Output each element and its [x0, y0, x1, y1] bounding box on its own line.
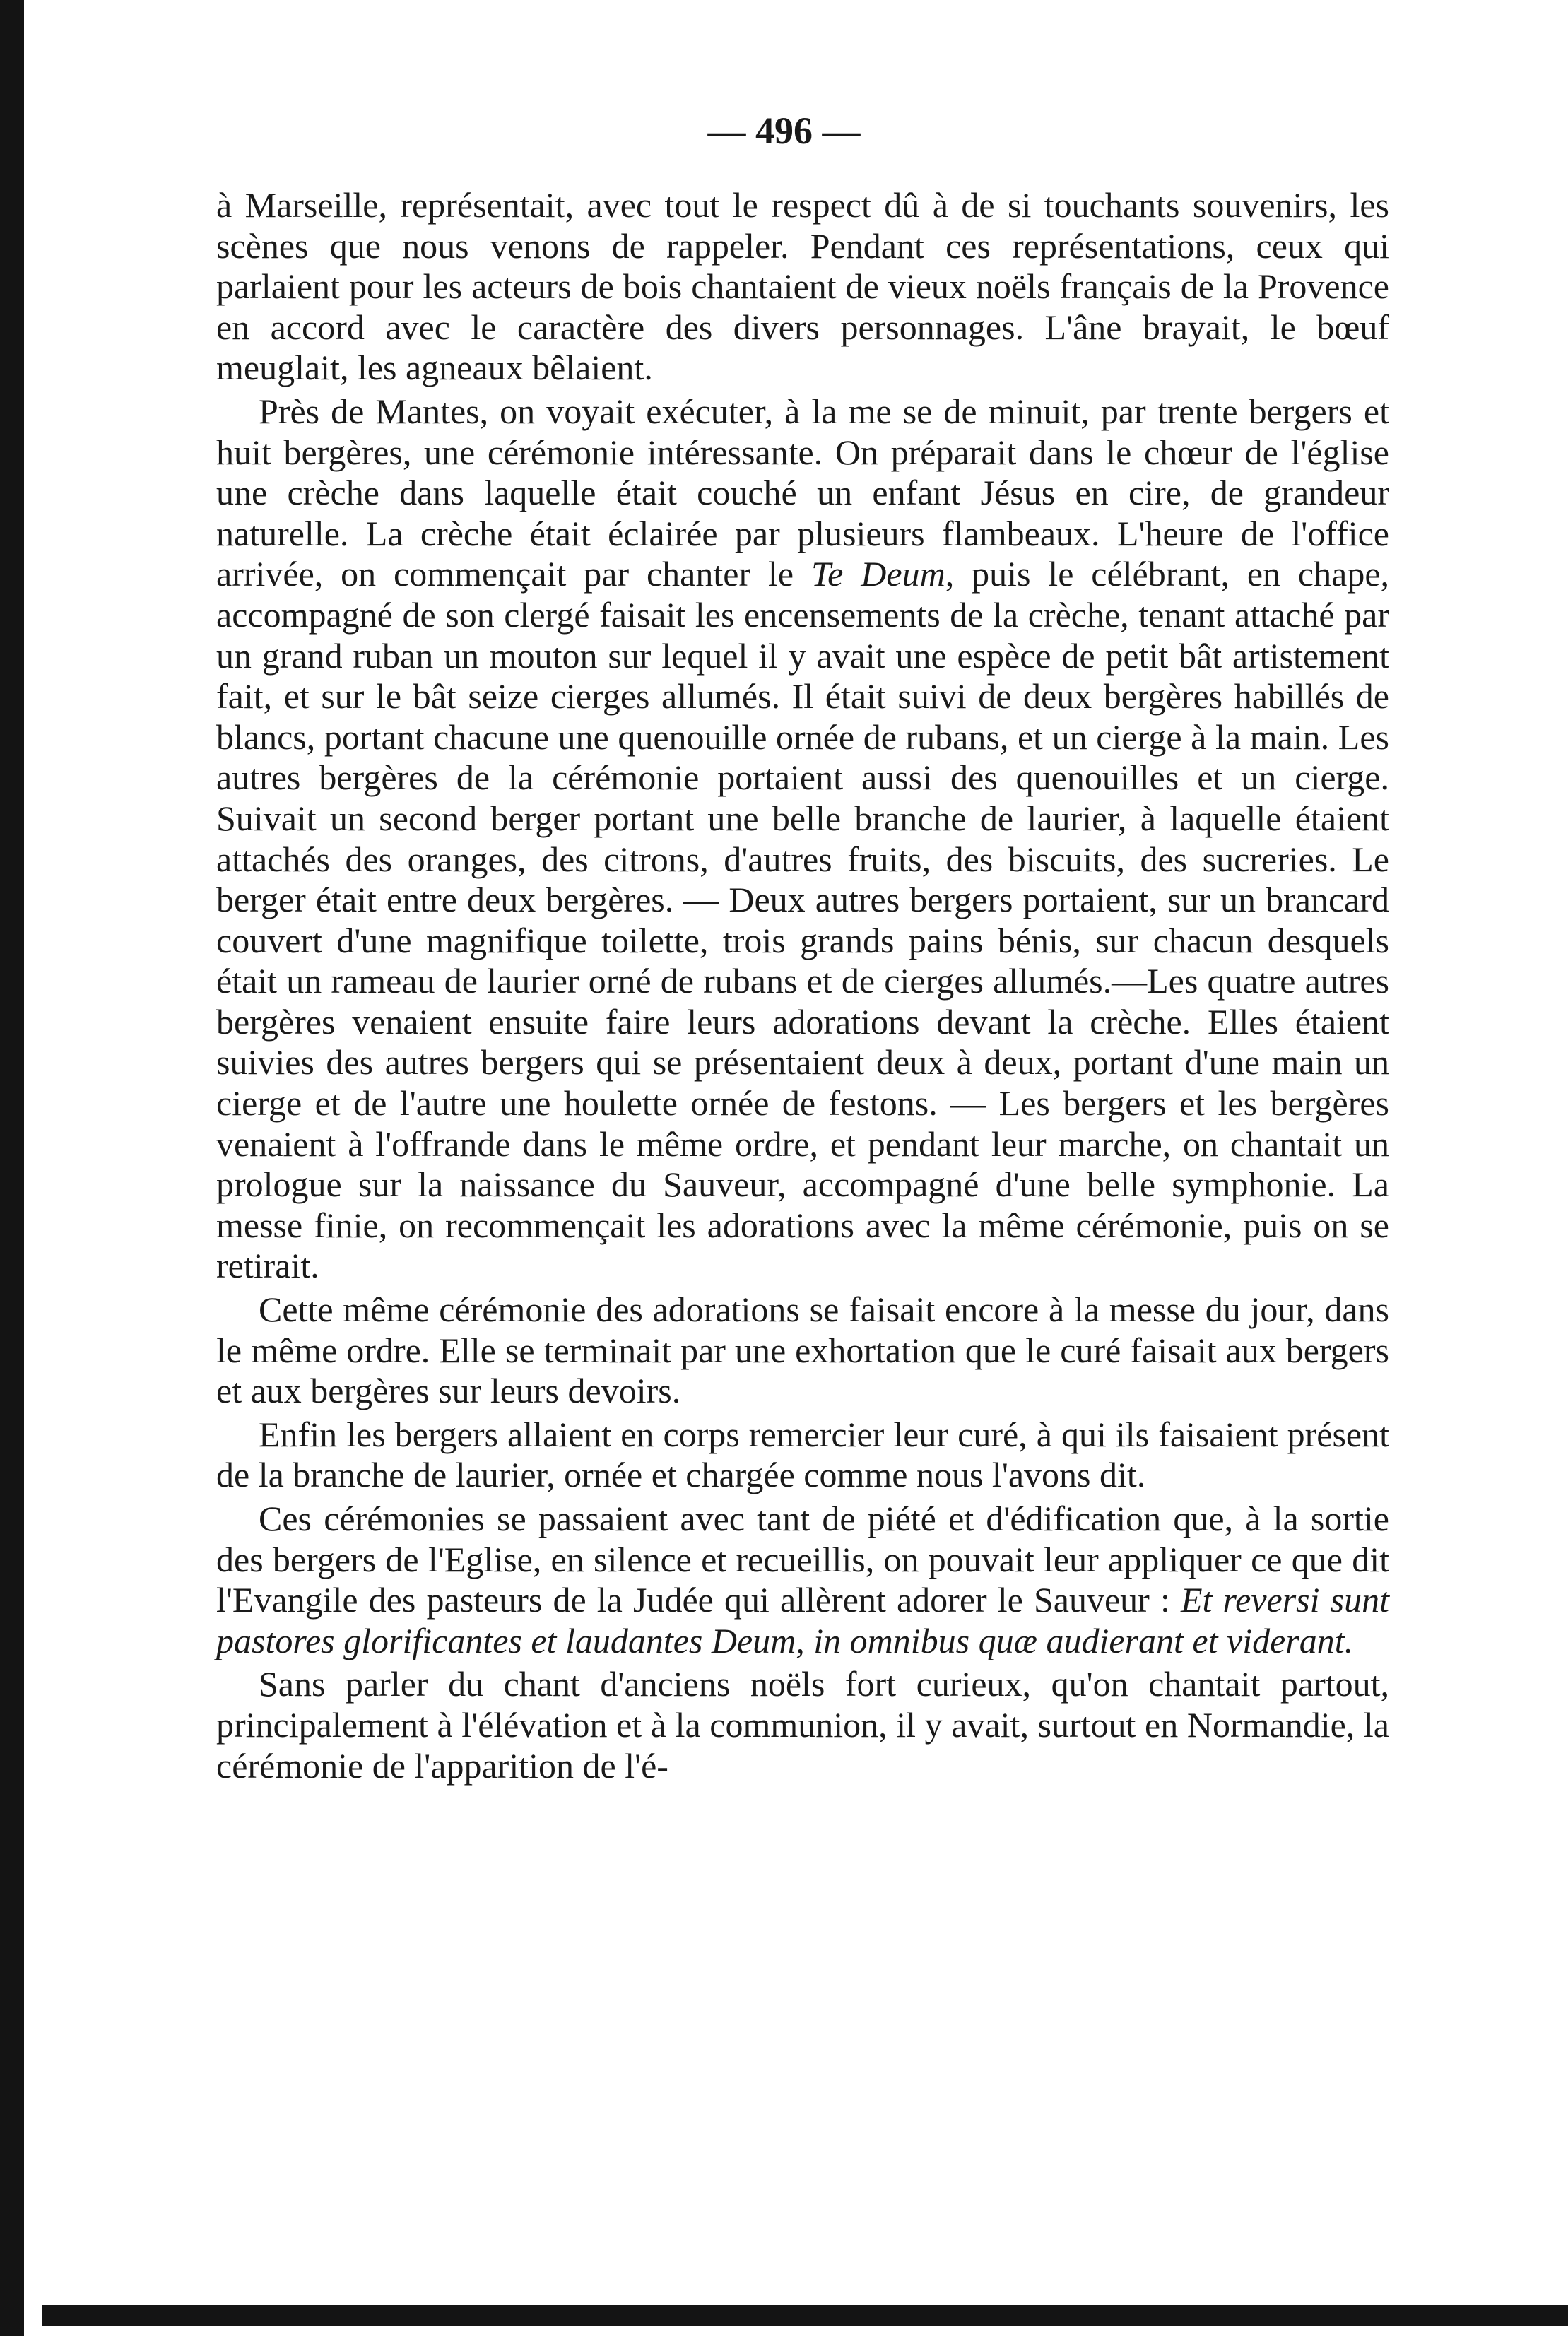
- scan-binding-edge: [0, 0, 24, 2336]
- italic-text: Te Deum: [810, 554, 945, 594]
- paragraph: [216, 1499, 1389, 1661]
- paragraph: [216, 1290, 1389, 1412]
- paragraph: [216, 391, 1389, 1287]
- paragraph: [216, 1664, 1389, 1786]
- text-run: Ces cérémonies se passaient avec tant de piété et d'édification que, à la sortie des bergers de l'Eglise, en silence et recueillis, on pouvait leur appliquer ce que dit l'Evangile des pasteurs de la Judée qui allèrent adorer le Sauveur :: [216, 1499, 1389, 1620]
- text-run: Près de Mantes, on voyait exécuter, à la me se de minuit, par trente bergers et huit bergères, une cérémonie intéressante. On préparait dans le chœur de l'église une crèche dans laquelle était couché un enfant Jésus en cire, de grandeur naturelle. La crèche était éclairée par plusieurs flambeaux. L'heure de l'office arrivée, on commençait par chanter le: [216, 391, 1389, 594]
- italic-text: Et reversi sunt pastores glorificantes et laudantes Deum, in omnibus quæ audierant et viderant.: [216, 1580, 1389, 1660]
- paragraph: [216, 185, 1389, 389]
- body-text: [216, 185, 1389, 1786]
- text-run: à Marseille, représentait, avec tout le respect dû à de si touchants souvenirs, les scènes que nous venons de rappeler. Pendant ces représentations, ceux qui parlaient pour les acteurs de bois chantaient de vieux noëls français de la Provence en accord avec le caractère des divers personnages. L'âne brayait, le bœuf meuglait, les agneaux bêlaient.: [216, 185, 1389, 388]
- text-run: , puis le célébrant, en chape, accompagné de son clergé faisait les encensements de la crèche, tenant attaché par un grand ruban un mouton sur lequel il y avait une espèce de petit bât artistement fait, et sur le bât seize cierges allumés. Il était suivi de deux bergères habillés de blancs, portant chacune une quenouille ornée de rubans, et un cierge à la main. Les autres bergères de la cérémonie portaient aussi des quenouilles et un cierge. Suivait un second berger portant une belle branche de laurier, à laquelle étaient attachés des oranges, des citrons, d'autres fruits, des biscuits, des sucreries. Le berger était entre deux bergères. — Deux autres bergers portaient, sur un brancard couvert d'une magnifique toilette, trois grands pains bénis, sur chacun desquels était un rameau de laurier orné de rubans et de cierges allumés.—Les quatre autres bergères venaient ensuite faire leurs adorations devant la crèche. Elles étaient suivies des autres bergers qui se présentaient deux à deux, portant d'une main un cierge et de l'autre une houlette ornée de festons. — Les bergers et les bergères venaient à l'offrande dans le même ordre, et pendant leur marche, on chantait un prologue sur la naissance du Sauveur, accompagné d'une belle symphonie. La messe finie, on recommençait les adorations avec la même cérémonie, puis on se retirait.: [216, 554, 1390, 1286]
- paragraph: [216, 1415, 1389, 1496]
- text-run: Cette même cérémonie des adorations se faisait encore à la messe du jour, dans le même ordre. Elle se terminait par une exhortation que le curé faisait aux bergers et aux bergères sur leurs devoirs.: [216, 1290, 1389, 1411]
- page-number: — 496 —: [707, 110, 861, 152]
- text-run: Enfin les bergers allaient en corps remercier leur curé, à qui ils faisaient présent de la branche de laurier, ornée et chargée comme nous l'avons dit.: [216, 1414, 1389, 1495]
- scan-bottom-edge: [42, 2305, 1568, 2326]
- text-run: Sans parler du chant d'anciens noëls fort curieux, qu'on chantait partout, principalement à l'élévation et à la communion, il y avait, surtout en Normandie, la cérémonie de l'apparition de l'é-: [216, 1664, 1389, 1786]
